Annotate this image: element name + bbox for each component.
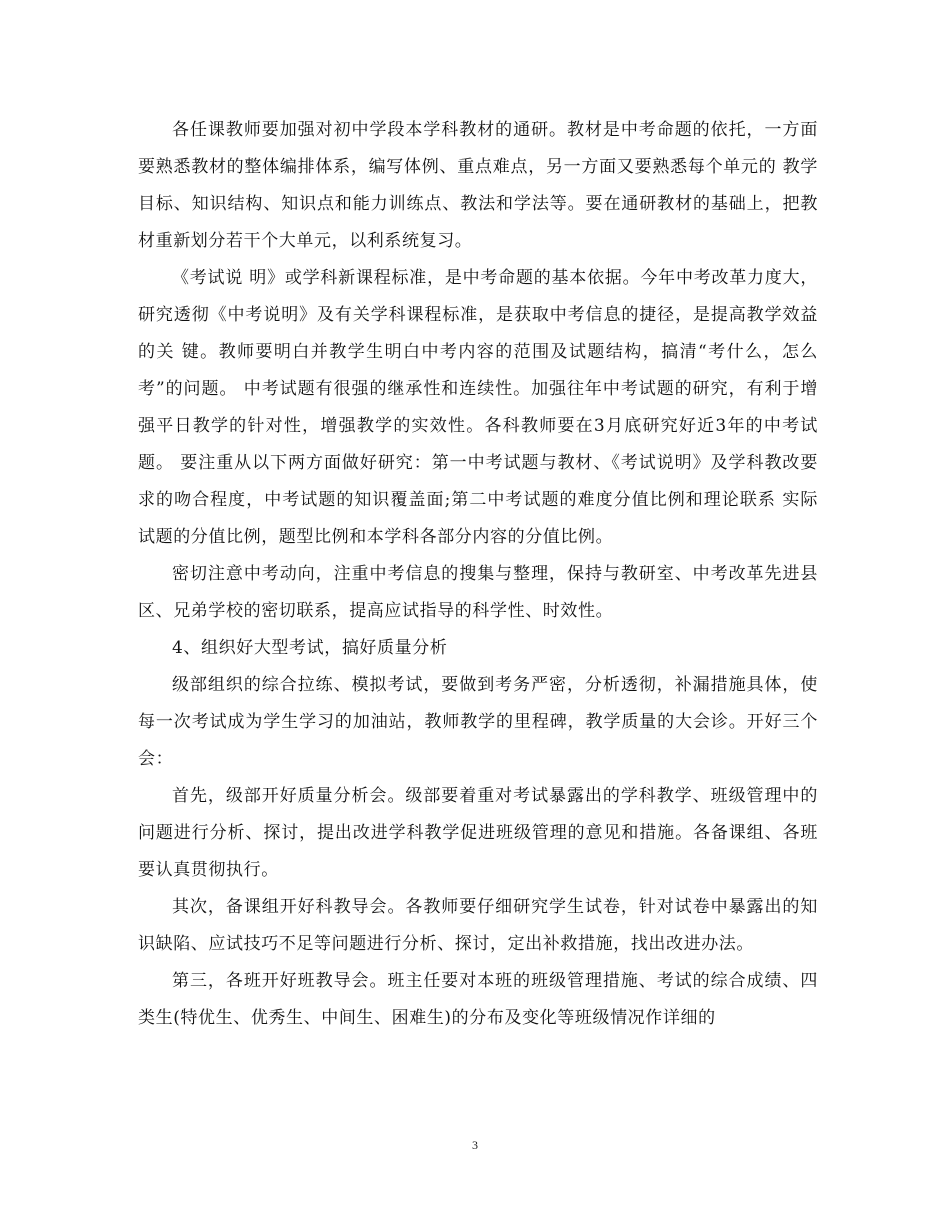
paragraph-mock-exams: 级部组织的综合拉练、模拟考试，要做到考务严密，分析透彻，补漏措施具体，使每一次考试成为学生学习的加油站，教师教学的里程碑，教学质量的大会诊。开好三个会： bbox=[138, 675, 818, 769]
page-number: 3 bbox=[472, 1138, 478, 1152]
paragraph-exam-guidelines: 《考试说 明》或学科新课程标准，是中考命题的基本依据。今年中考改革力度大，研究透彻《中考说明》及有关学科课程标准，是获取中考信息的捷径，是提高教学效益的关 键。教师要明白并教学生明白中考内容的范围及试题结构，搞清“考什么，怎么考”的问题。 中考试题有很强的继承性和连续性。加强往年中考试题的研究，有利于增强平日教学的针对性，增强教学的实效性。各科教师要在3月底研究好近3年的中考试题。 要注重从以下两方面做好研究：第一中考试题与教材、《考试说明》及学科教改要求的吻合程度，中考试题的知识覆盖面;第二中考试题的难度分值比例和理论联系 实际试题的分值比例，题型比例和本学科各部分内容的分值比例。 bbox=[138, 268, 818, 547]
paragraph-exam-trends: 密切注意中考动向，注重中考信息的搜集与整理，保持与教研室、中考改革先进县区、兄弟学校的密切联系，提高应试指导的科学性、时效性。 bbox=[138, 564, 818, 621]
body-text bbox=[138, 112, 818, 1037]
paragraph-textbook-study: 各任课教师要加强对初中学段本学科教材的通研。教材是中考命题的依托，一方面要熟悉教材的整体编排体系，编写体例、重点难点，另一方面又要熟悉每个单元的 教学目标、知识结构、知识点和能力训练点、教法和学法等。要在通研教材的基础上，把教材重新划分若干个大单元，以利系统复习。 bbox=[138, 120, 818, 251]
paragraph-second-meeting: 其次，备课组开好科教导会。各教师要仔细研究学生试卷，针对试卷中暴露出的知识缺陷、应试技巧不足等问题进行分析、探讨，定出补救措施，找出改进办法。 bbox=[138, 897, 818, 954]
paragraph-third-meeting: 第三，各班开好班教导会。班主任要对本班的班级管理措施、考试的综合成绩、四类生(特优生、优秀生、中间生、困难生)的分布及变化等班级情况作详细的 bbox=[138, 971, 818, 1028]
section-heading: 4、组织好大型考试，搞好质量分析 bbox=[172, 638, 448, 658]
paragraph-first-meeting: 首先，级部开好质量分析会。级部要着重对考试暴露出的学科教学、班级管理中的问题进行分析、探讨，提出改进学科教学促进班级管理的意见和措施。各备课组、各班要认真贯彻执行。 bbox=[138, 786, 818, 880]
